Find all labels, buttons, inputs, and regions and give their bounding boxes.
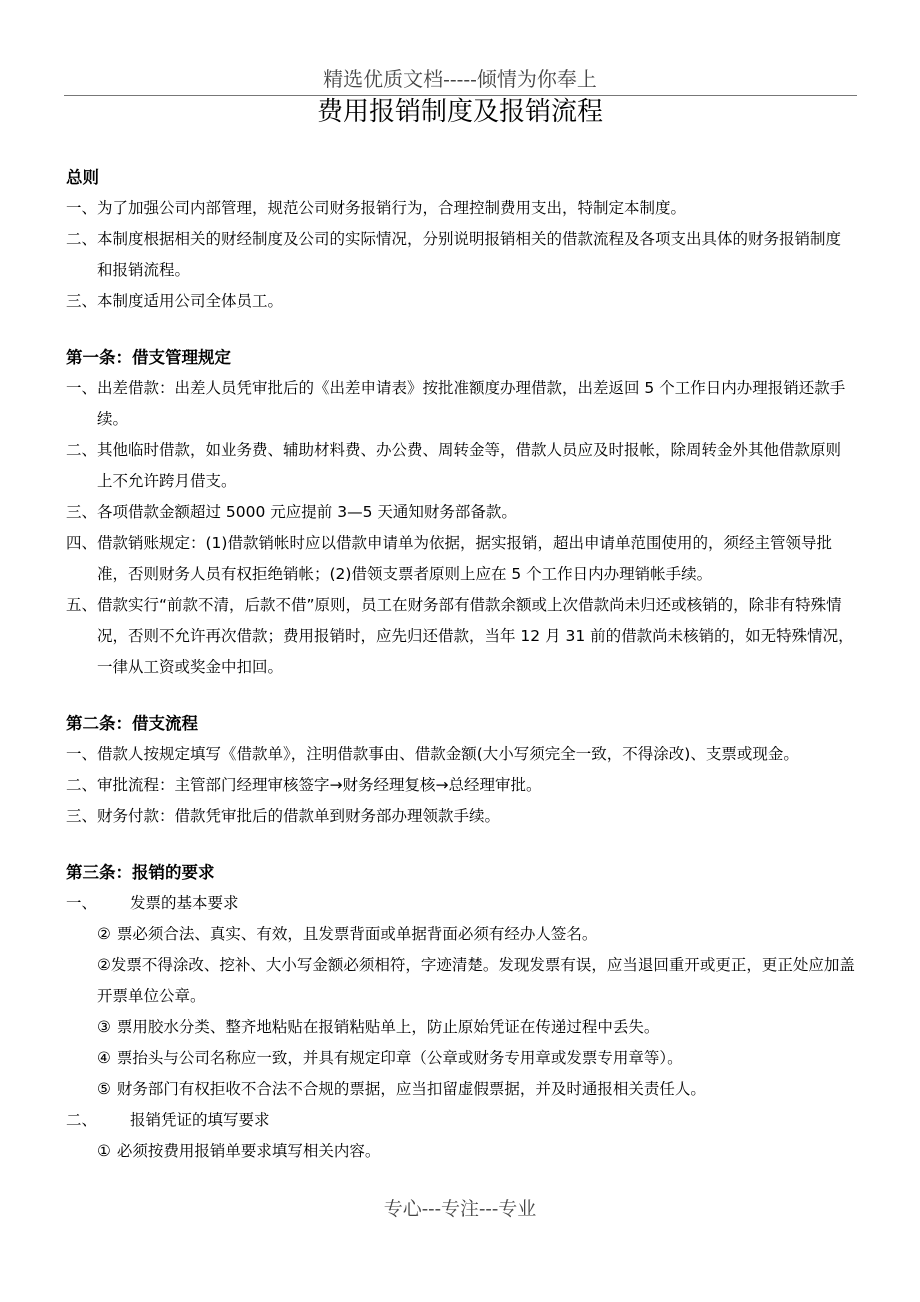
sub-item [66, 1136, 856, 1167]
section-heading: 第三条：报销的要求 [66, 863, 215, 882]
list-item: 一、为了加强公司内部管理，规范公司财务报销行为，合理控制费用支出，特制定本制度。 [66, 199, 687, 217]
sub-item [66, 950, 856, 1012]
item-marker: ③ [97, 1018, 111, 1036]
sub-item-text: 必须按费用报销单要求填写相关内容。 [116, 1142, 381, 1160]
item-marker: ② [97, 925, 111, 943]
section-heading: 第二条：借支流程 [66, 714, 198, 733]
sub-item-text: 财务部门有权拒收不合法不合规的票据，应当扣留虚假票据，并及时通报相关责任人。 [116, 1080, 706, 1098]
sub-item [66, 1043, 856, 1074]
list-item: 二、其他临时借款，如业务费、辅助材料费、办公费、周转金等，借款人员应及时报帐，除周转金外其他借款原则上不允许跨月借支。 [66, 441, 842, 490]
list-item: 二、本制度根据相关的财经制度及公司的实际情况，分别说明报销相关的借款流程及各项支出具体的财务报销制度和报销流程。 [66, 230, 842, 279]
sub-item-text: 票必须合法、真实、有效，且发票背面或单据背面必须有经办人签名。 [116, 925, 598, 943]
page-footer: 专心---专注---专业 [383, 1198, 537, 1220]
sub-item-text: 票抬头与公司名称应一致，并具有规定印章（公章或财务专用章或发票专用章等）。 [116, 1049, 683, 1067]
page-header: 精选优质文档-----倾情为你奉上 [323, 67, 597, 91]
subsection-heading [66, 1105, 856, 1136]
section-general [66, 162, 856, 317]
list-item: 五、借款实行“前款不清，后款不借”原则，员工在财务部有借款余额或上次借款尚未归还或核销的，除非有特殊情况，否则不允许再次借款；费用报销时，应先归还借款，当年 12 月 31 前的借款尚未核销的，如无特殊情况，一律从工资或奖金中扣回。 [66, 596, 854, 676]
sub-item-text: ②发票不得涂改、挖补、大小写金额必须相符，字迹清楚。发现发票有误，应当退回重开或更正，更正处应加盖开票单位公章。 [97, 956, 855, 1005]
subsection-title: 报销凭证的填写要求 [130, 1111, 270, 1129]
document-body [66, 162, 856, 1167]
section-heading: 第一条：借支管理规定 [66, 348, 231, 367]
list-item: 四、借款销账规定：(1)借款销帐时应以借款申请单为依据，据实报销，超出申请单范围使用的，须经主管领导批准，否则财务人员有权拒绝销帐；(2)借领支票者原则上应在 5 个工作日内办理销帐手续。 [66, 534, 832, 583]
list-item: 一、借款人按规定填写《借款单》，注明借款事由、借款金额(大小写须完全一致，不得涂改)、支票或现金。 [66, 745, 799, 763]
section-heading: 总则 [66, 168, 99, 187]
sub-item [66, 919, 856, 950]
section-article-2 [66, 708, 856, 832]
item-marker: ④ [97, 1049, 111, 1067]
section-article-3 [66, 857, 856, 1167]
subsection-number: 一、 [66, 894, 98, 912]
sub-item [66, 1012, 856, 1043]
sub-item [66, 1074, 856, 1105]
item-marker: ① [97, 1142, 111, 1160]
list-item: 三、财务付款：借款凭审批后的借款单到财务部办理领款手续。 [66, 807, 501, 825]
item-marker: ⑤ [97, 1080, 111, 1098]
subsection-title: 发票的基本要求 [130, 894, 239, 912]
subsection-number: 二、 [66, 1111, 98, 1129]
list-item: 二、审批流程：主管部门经理审核签字→财务经理复核→总经理审批。 [66, 776, 542, 794]
list-item: 一、出差借款：出差人员凭审批后的《出差申请表》按批准额度办理借款，出差返回 5 个工作日内办理报销还款手续。 [66, 379, 846, 428]
list-item: 三、本制度适用公司全体员工。 [66, 292, 284, 310]
sub-item-text: 票用胶水分类、整齐地粘贴在报销粘贴单上，防止原始凭证在传递过程中丢失。 [116, 1018, 660, 1036]
subsection-heading [66, 888, 856, 919]
list-item: 三、各项借款金额超过 5000 元应提前 3—5 天通知财务部备款。 [66, 503, 517, 521]
section-article-1 [66, 342, 856, 683]
document-title: 费用报销制度及报销流程 [316, 97, 603, 127]
